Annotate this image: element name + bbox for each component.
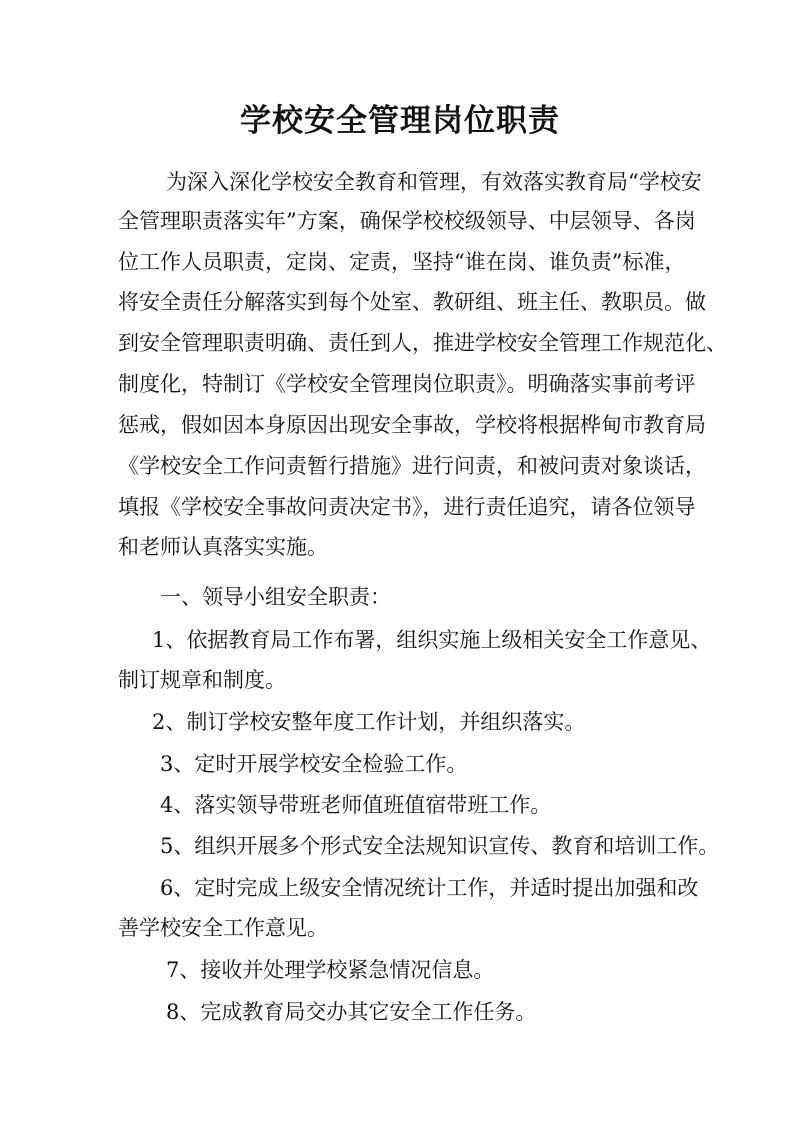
intro-line [0, 327, 800, 359]
intro-text: 惩戒，假如因本身原因出现安全事故，学校将根据桦甸市教育局 [118, 413, 706, 437]
list-item-text: 善学校安全工作意见。 [118, 916, 328, 940]
list-item-text: 2、制订学校安整年度工作计划，并组织落实。 [152, 710, 586, 734]
intro-text: 为深入深化学校安全教育和管理，有效落实教育局“学校安 [166, 170, 702, 194]
intro-line [0, 286, 800, 318]
section-heading [0, 581, 800, 613]
list-item [0, 706, 800, 738]
intro-line [0, 409, 800, 441]
intro-text: 位工作人员职责，定岗、定责，坚持“谁在岗、谁负责”标准， [118, 250, 686, 274]
intro-text: 《学校安全工作问责暂行措施》进行问责，和被问责对象谈话， [118, 454, 706, 478]
intro-text: 到安全管理职责明确、责任到人，推进学校安全管理工作规范化、 [118, 331, 727, 355]
list-item [0, 872, 800, 904]
list-item-text: 1、依据教育局工作布署，组织实施上级相关安全工作意见、 [152, 628, 712, 652]
list-item-text: 3、定时开展学校安全检验工作。 [160, 752, 468, 776]
list-item-text: 8、完成教育局交办其它安全工作任务。 [166, 1000, 537, 1024]
list-item-continuation [0, 912, 800, 944]
intro-line [0, 205, 800, 237]
intro-line [0, 368, 800, 400]
intro-text: 全管理职责落实年”方案，确保学校校级领导、中层领导、各岗 [118, 209, 696, 233]
intro-text: 填报《学校安全事故问责决定书》，进行责任追究，请各位领导 [118, 495, 696, 519]
list-item-continuation [0, 664, 800, 696]
list-item [0, 624, 800, 656]
list-item [0, 954, 800, 986]
intro-line [0, 166, 800, 198]
list-item-text: 5、组织开展多个形式安全法规知识宣传、教育和培训工作。 [160, 834, 720, 858]
list-item-text: 4、落实领导带班老师值班值宿带班工作。 [160, 793, 552, 817]
intro-line [0, 450, 800, 482]
intro-line [0, 246, 800, 278]
list-item [0, 830, 800, 862]
list-item [0, 748, 800, 780]
intro-text: 和老师认真落实实施。 [118, 535, 328, 559]
intro-line [0, 491, 800, 523]
intro-line [0, 531, 800, 563]
list-item-text: 7、接收并处理学校紧急情况信息。 [166, 958, 495, 982]
intro-text: 将安全责任分解落实到每个处室、教研组、班主任、教职员。做 [118, 290, 706, 314]
list-item-text: 6、定时完成上级安全情况统计工作，并适时提出加强和改 [160, 876, 699, 900]
list-item [0, 996, 800, 1028]
section-heading-text: 一、领导小组安全职责： [160, 585, 391, 609]
list-item [0, 789, 800, 821]
document-title: 学校安全管理岗位职责 [240, 103, 560, 139]
intro-text: 制度化，特制订《学校安全管理岗位职责》。明确落实事前考评 [118, 372, 696, 396]
list-item-text: 制订规章和制度。 [118, 668, 286, 692]
